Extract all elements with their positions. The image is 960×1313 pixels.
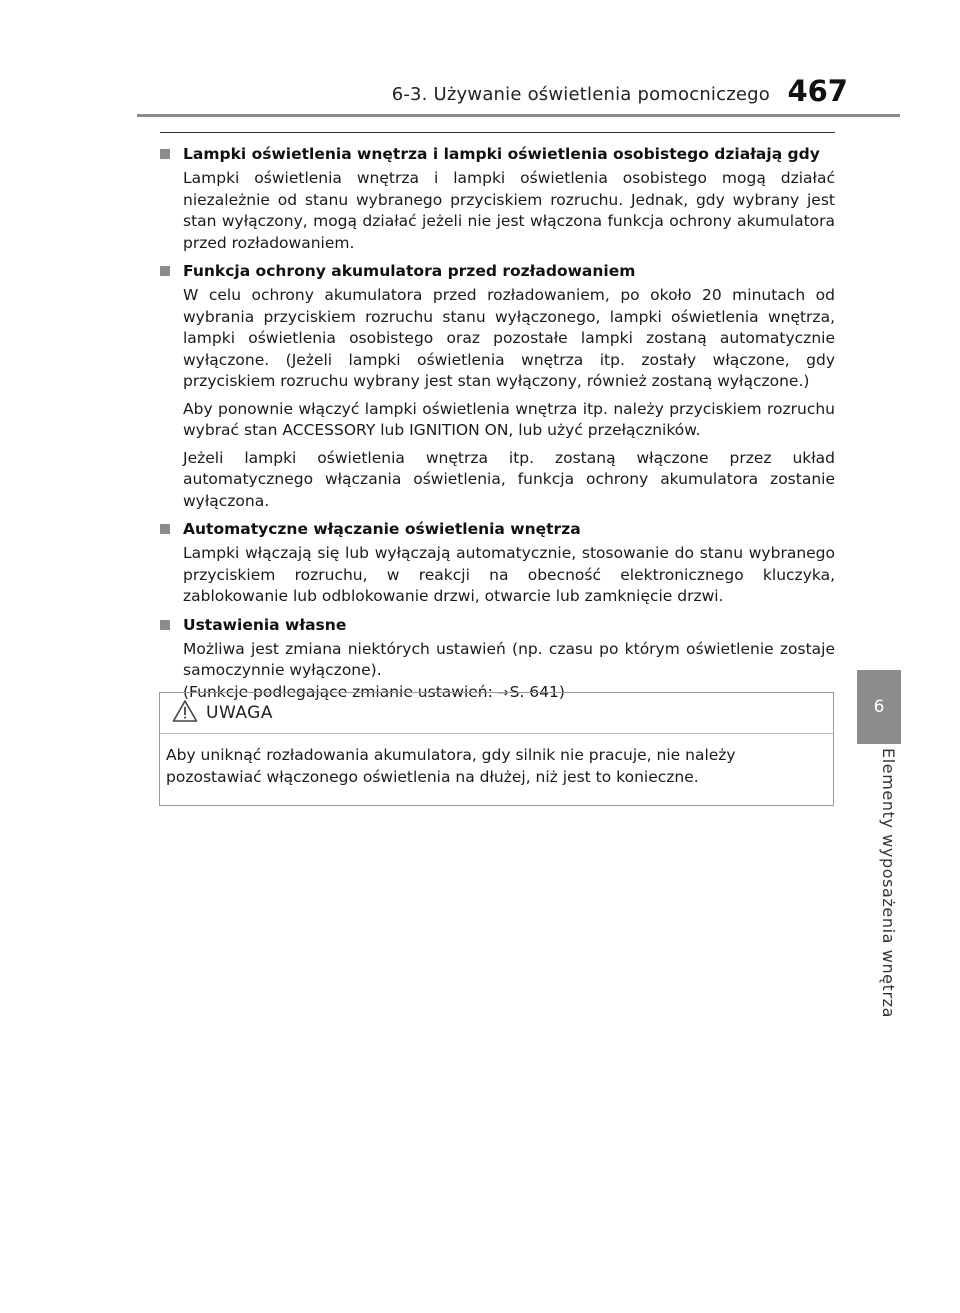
section-title: Funkcja ochrony akumulatora przed rozładowaniem <box>183 262 636 280</box>
square-bullet-icon <box>160 524 170 534</box>
chapter-tab: 6 <box>857 670 901 744</box>
main-content <box>160 132 835 710</box>
chapter-title: 6-3. Używanie oświetlenia pomocniczego <box>391 84 770 105</box>
section-customization <box>160 614 835 705</box>
paragraph: Lampki włączają się lub wyłączają automatycznie, stosowanie do stanu wybranego przyciskiem rozruchu, w reakcji na obecność elektronicznego kluczyka, zablokowanie lub odblokowanie drzwi, otwarcie lub zamknięcie drzwi. <box>183 544 835 605</box>
warning-header <box>160 693 833 733</box>
section-auto-lighting <box>160 518 835 608</box>
section-heading <box>160 614 835 636</box>
chapter-side-label: Elementy wyposażenia wnętrza <box>879 748 898 1019</box>
paragraph: Jeżeli lampki oświetlenia wnętrza itp. zostaną włączone przez układ automatycznego włączania oświetlenia, funkcja ochrony akumulatora zostanie wyłączona. <box>183 448 835 510</box>
reference-link[interactable]: S. 641) <box>509 682 565 701</box>
reference-prefix: (Funkcje podlegające zmianie ustawień: <box>183 682 493 701</box>
section-battery-saver <box>160 260 835 512</box>
warning-title: UWAGA <box>206 703 273 723</box>
section-title: Ustawienia własne <box>183 615 347 634</box>
paragraph: Aby ponownie włączyć lampki oświetlenia wnętrza itp. należy przyciskiem rozruchu wybrać stan ACCESSORY lub IGNITION ON, lub użyć przełączników. <box>183 399 835 439</box>
section-heading <box>160 518 835 540</box>
section-heading <box>160 143 835 165</box>
warning-text: Aby uniknąć rozładowania akumulatora, gdy silnik nie pracuje, nie należy pozostawiać włączonego oświetlenia na dłużej, niż jest to konieczne. <box>166 746 736 786</box>
warning-triangle-icon <box>172 699 198 727</box>
section-title: Lampki oświetlenia wnętrza i lampki oświetlenia osobistego działają gdy <box>183 145 820 163</box>
warning-box <box>159 692 834 806</box>
page-header <box>0 0 960 120</box>
section-heading <box>160 260 835 282</box>
paragraph <box>183 639 835 682</box>
square-bullet-icon <box>160 620 170 630</box>
square-bullet-icon <box>160 149 170 159</box>
paragraph-text: Możliwa jest zmiana niektórych ustawień (np. czasu po którym oświetlenie zostaje samoczynnie wyłączone). <box>183 639 835 679</box>
square-bullet-icon <box>160 266 170 276</box>
header-divider <box>137 114 900 117</box>
page-number: 467 <box>787 74 848 108</box>
paragraph: W celu ochrony akumulatora przed rozładowaniem, po około 20 minutach od wybrania przyciskiem rozruchu stanu wyłączonego, lampki oświetlenia wnętrza, lampki oświetlenia osobistego oraz pozostałe lampki zostaną automatycznie wyłączone. (Jeżeli lampki oświetlenia wnętrza itp. zostały włączone, gdy przyciskiem rozruchu wybrany jest stan wyłączony, również zostaną wyłączone.) <box>183 286 835 390</box>
paragraph: Lampki oświetlenia wnętrza i lampki oświetlenia osobistego mogą działać niezależnie od stanu wybranego przyciskiem rozruchu. Jednak, gdy wybrany jest stan wyłączony, mogą działać jeżeli nie jest włączona funkcja ochrony akumulatora przed rozładowaniem. <box>183 169 835 252</box>
section-interior-lights <box>160 143 835 254</box>
arrow-right-icon: → <box>496 684 509 701</box>
section-title: Automatyczne włączanie oświetlenia wnętrza <box>183 520 581 538</box>
